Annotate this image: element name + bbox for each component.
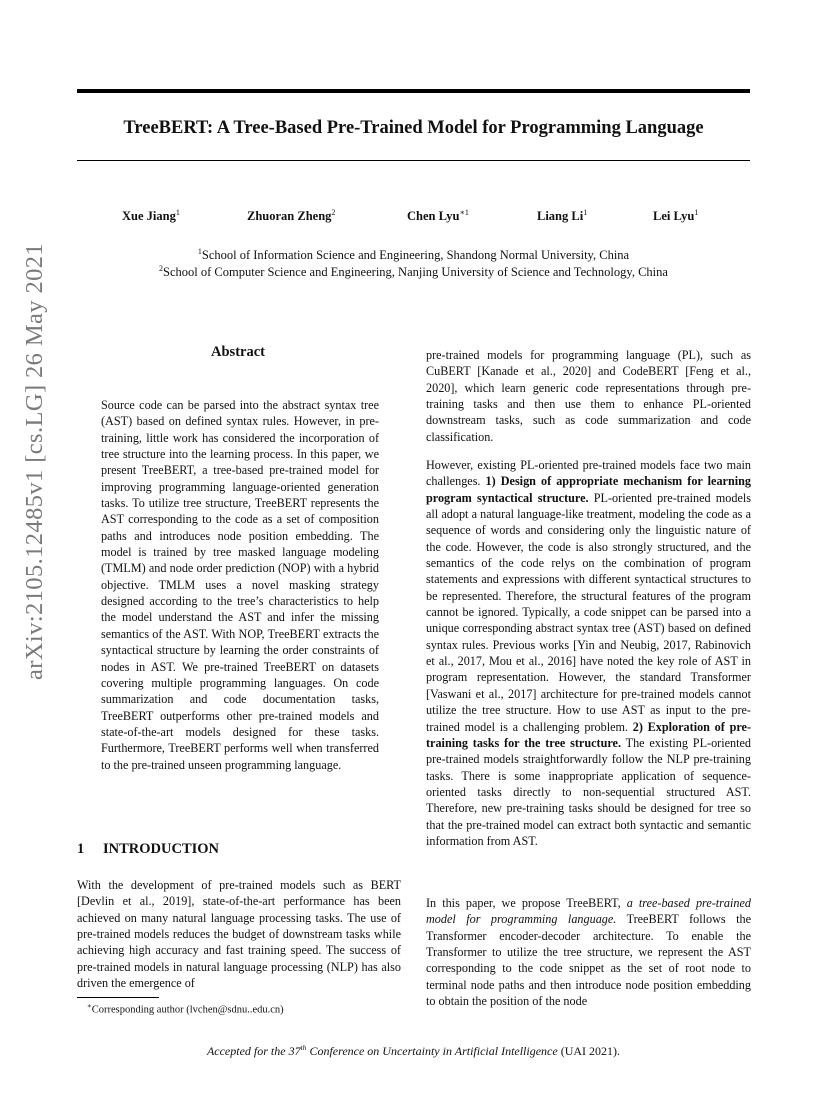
- footer-conference: Conference on Uncertainty in Artificial Intelligence: [306, 1044, 558, 1058]
- author-affil-mark: 1: [175, 208, 180, 217]
- footer-ordinal: th: [300, 1043, 307, 1052]
- title-bottom-rule: [77, 160, 750, 161]
- challenge-1-heading: 1) Design of appropriate mechanism for learning program syntactical structure.: [426, 474, 751, 505]
- paragraph-text: The existing PL-oriented pre-trained models straightforwardly follow the NLP pre-training tasks. There is some inappropriate application of sequence-oriented tasks directly to non-sequential structured AST. Therefore, new pre-training tasks should be designed for tree so that the pre-trained model can extract both syntactic and semantic information from AST.: [426, 735, 752, 848]
- right-paragraph-1: pre-trained models for programming language (PL), such as CuBERT [Kanade et al., 2020] and CodeBERT [Feng et al., 2020], which learn generic code representations through pre-training tasks and then use them to enhance PL-oriented downstream tasks, such as code summarization and code classification.: [426, 348, 751, 444]
- paragraph-text: However, existing PL-oriented pre-trained models face two main challenges.: [426, 458, 751, 489]
- paragraph-text: In this paper, we propose TreeBERT,: [426, 896, 627, 910]
- footnote-text: Corresponding author (lvchen@sdnu..edu.cn): [91, 1004, 284, 1016]
- author-name: Chen Lyu: [407, 209, 460, 224]
- affiliation-text: School of Computer Science and Engineering, Nanjing University of Science and Technology, China: [163, 265, 668, 280]
- author-affil-mark: 1: [583, 208, 588, 217]
- footer-text-pre: Accepted for the 37: [206, 1044, 301, 1058]
- author-1: [122, 208, 180, 224]
- author-affil-mark: ∗1: [459, 208, 469, 217]
- footnote-mark: ∗: [87, 1002, 92, 1010]
- arxiv-identifier: arXiv:2105.12485v1 [cs.LG] 26 May 2021: [21, 242, 48, 680]
- author-3: [407, 208, 469, 224]
- abstract-heading: Abstract: [211, 344, 265, 360]
- author-2: [247, 208, 335, 224]
- right-paragraph-3: [426, 895, 751, 1009]
- section-title: INTRODUCTION: [103, 841, 220, 857]
- affiliation-mark: 2: [159, 264, 164, 273]
- footnote-rule: [77, 997, 159, 998]
- paragraph-text: PL-oriented pre-trained models all adopt a natural language-like treatment, modeling the code as a sequence of words and considering only the linguistic nature of the code. However, the code is also strongly structured, and the semantics of the code relys on the combination of program statements and expressions with different syntactical structures to be represented. Therefore, the structural features of the program cannot be ignored. Typically, a code snippet can be parsed into a unique corresponding abstract syntax tree (AST) based on defined syntax rules. Previous works [Yin and Neubig, 2017, Rabinovich et al., 2017, Mou et al., 2016] have noted the key role of AST in program representation. However, the standard Transformer [Vaswani et al., 2017] architecture for pre-trained models cannot utilize the tree structure. How to use AST as input to the pre-trained model is a challenging problem.: [426, 490, 752, 734]
- author-affil-mark: 2: [331, 208, 336, 217]
- right-paragraph-2: [426, 457, 751, 849]
- page-footer: [77, 1043, 750, 1059]
- footer-tail: (UAI 2021).: [557, 1044, 621, 1058]
- author-name: Zhuoran Zheng: [247, 209, 332, 224]
- intro-paragraph-1: With the development of pre-trained models such as BERT [Devlin et al., 2019], state-of-the-art performance has been achieved on many natural language processing tasks. The use of pre-trained models reduces the budget of downstream tasks while achieving high accuracy and fast training speed. The success of pre-trained models in natural language processing (NLP) has also driven the emergence of: [77, 878, 401, 991]
- author-4: [537, 208, 587, 224]
- emphasis-text: a tree-based pre-trained model for programming language.: [426, 896, 751, 927]
- abstract-body: Source code can be parsed into the abstract syntax tree (AST) based on defined syntax rules. However, in pre-training, little work has considered the incorporation of tree structure into the learning process. In this paper, we present TreeBERT, a tree-based pre-trained model for improving programming language-oriented generation tasks. To utilize tree structure, TreeBERT represents the AST corresponding to the code as a set of composition paths and introduces node position embedding. The model is trained by tree masked language modeling (TMLM) and node order prediction (NOP) with a hybrid objective. TMLM uses a novel masking strategy designed according to the tree’s characteristics to help the model understand the AST and infer the missing semantics of the AST. With NOP, TreeBERT extracts the syntactical structure by learning the order constraints of nodes in AST. We pre-trained TreeBERT on datasets covering multiple programming languages. On code summarization and code documentation tasks, TreeBERT outperforms other pre-trained models and state-of-the-art models designed for these tasks. Furthermore, TreeBERT performs well when transferred to the pre-trained unseen programming language.: [101, 398, 379, 772]
- footnote: [87, 1002, 284, 1016]
- section-heading-introduction: [77, 841, 219, 858]
- author-affil-mark: 1: [694, 208, 699, 217]
- affiliation-text: School of Information Science and Engineering, Shandong Normal University, China: [201, 248, 630, 263]
- title-top-rule: [77, 89, 750, 93]
- paragraph-text: TreeBERT follows the Transformer encoder-decoder architecture. To enable the Transformer to utilize the tree structure, we represent the AST corresponding to the code snippet as the set of root node to terminal node paths and then introduce node position embedding to obtain the position of the node: [426, 912, 751, 1009]
- author-name: Lei Lyu: [653, 209, 695, 224]
- affiliation-2: [77, 260, 750, 281]
- challenge-2-heading: 2) Exploration of pre-training tasks for the tree structure.: [426, 719, 752, 750]
- author-name: Liang Li: [537, 209, 584, 224]
- affiliation-mark: 1: [197, 247, 202, 256]
- author-5: [653, 208, 698, 224]
- section-number: 1: [77, 841, 85, 857]
- author-name: Xue Jiang: [122, 209, 176, 224]
- paper-title: TreeBERT: A Tree-Based Pre-Trained Model for Programming Language: [123, 118, 704, 138]
